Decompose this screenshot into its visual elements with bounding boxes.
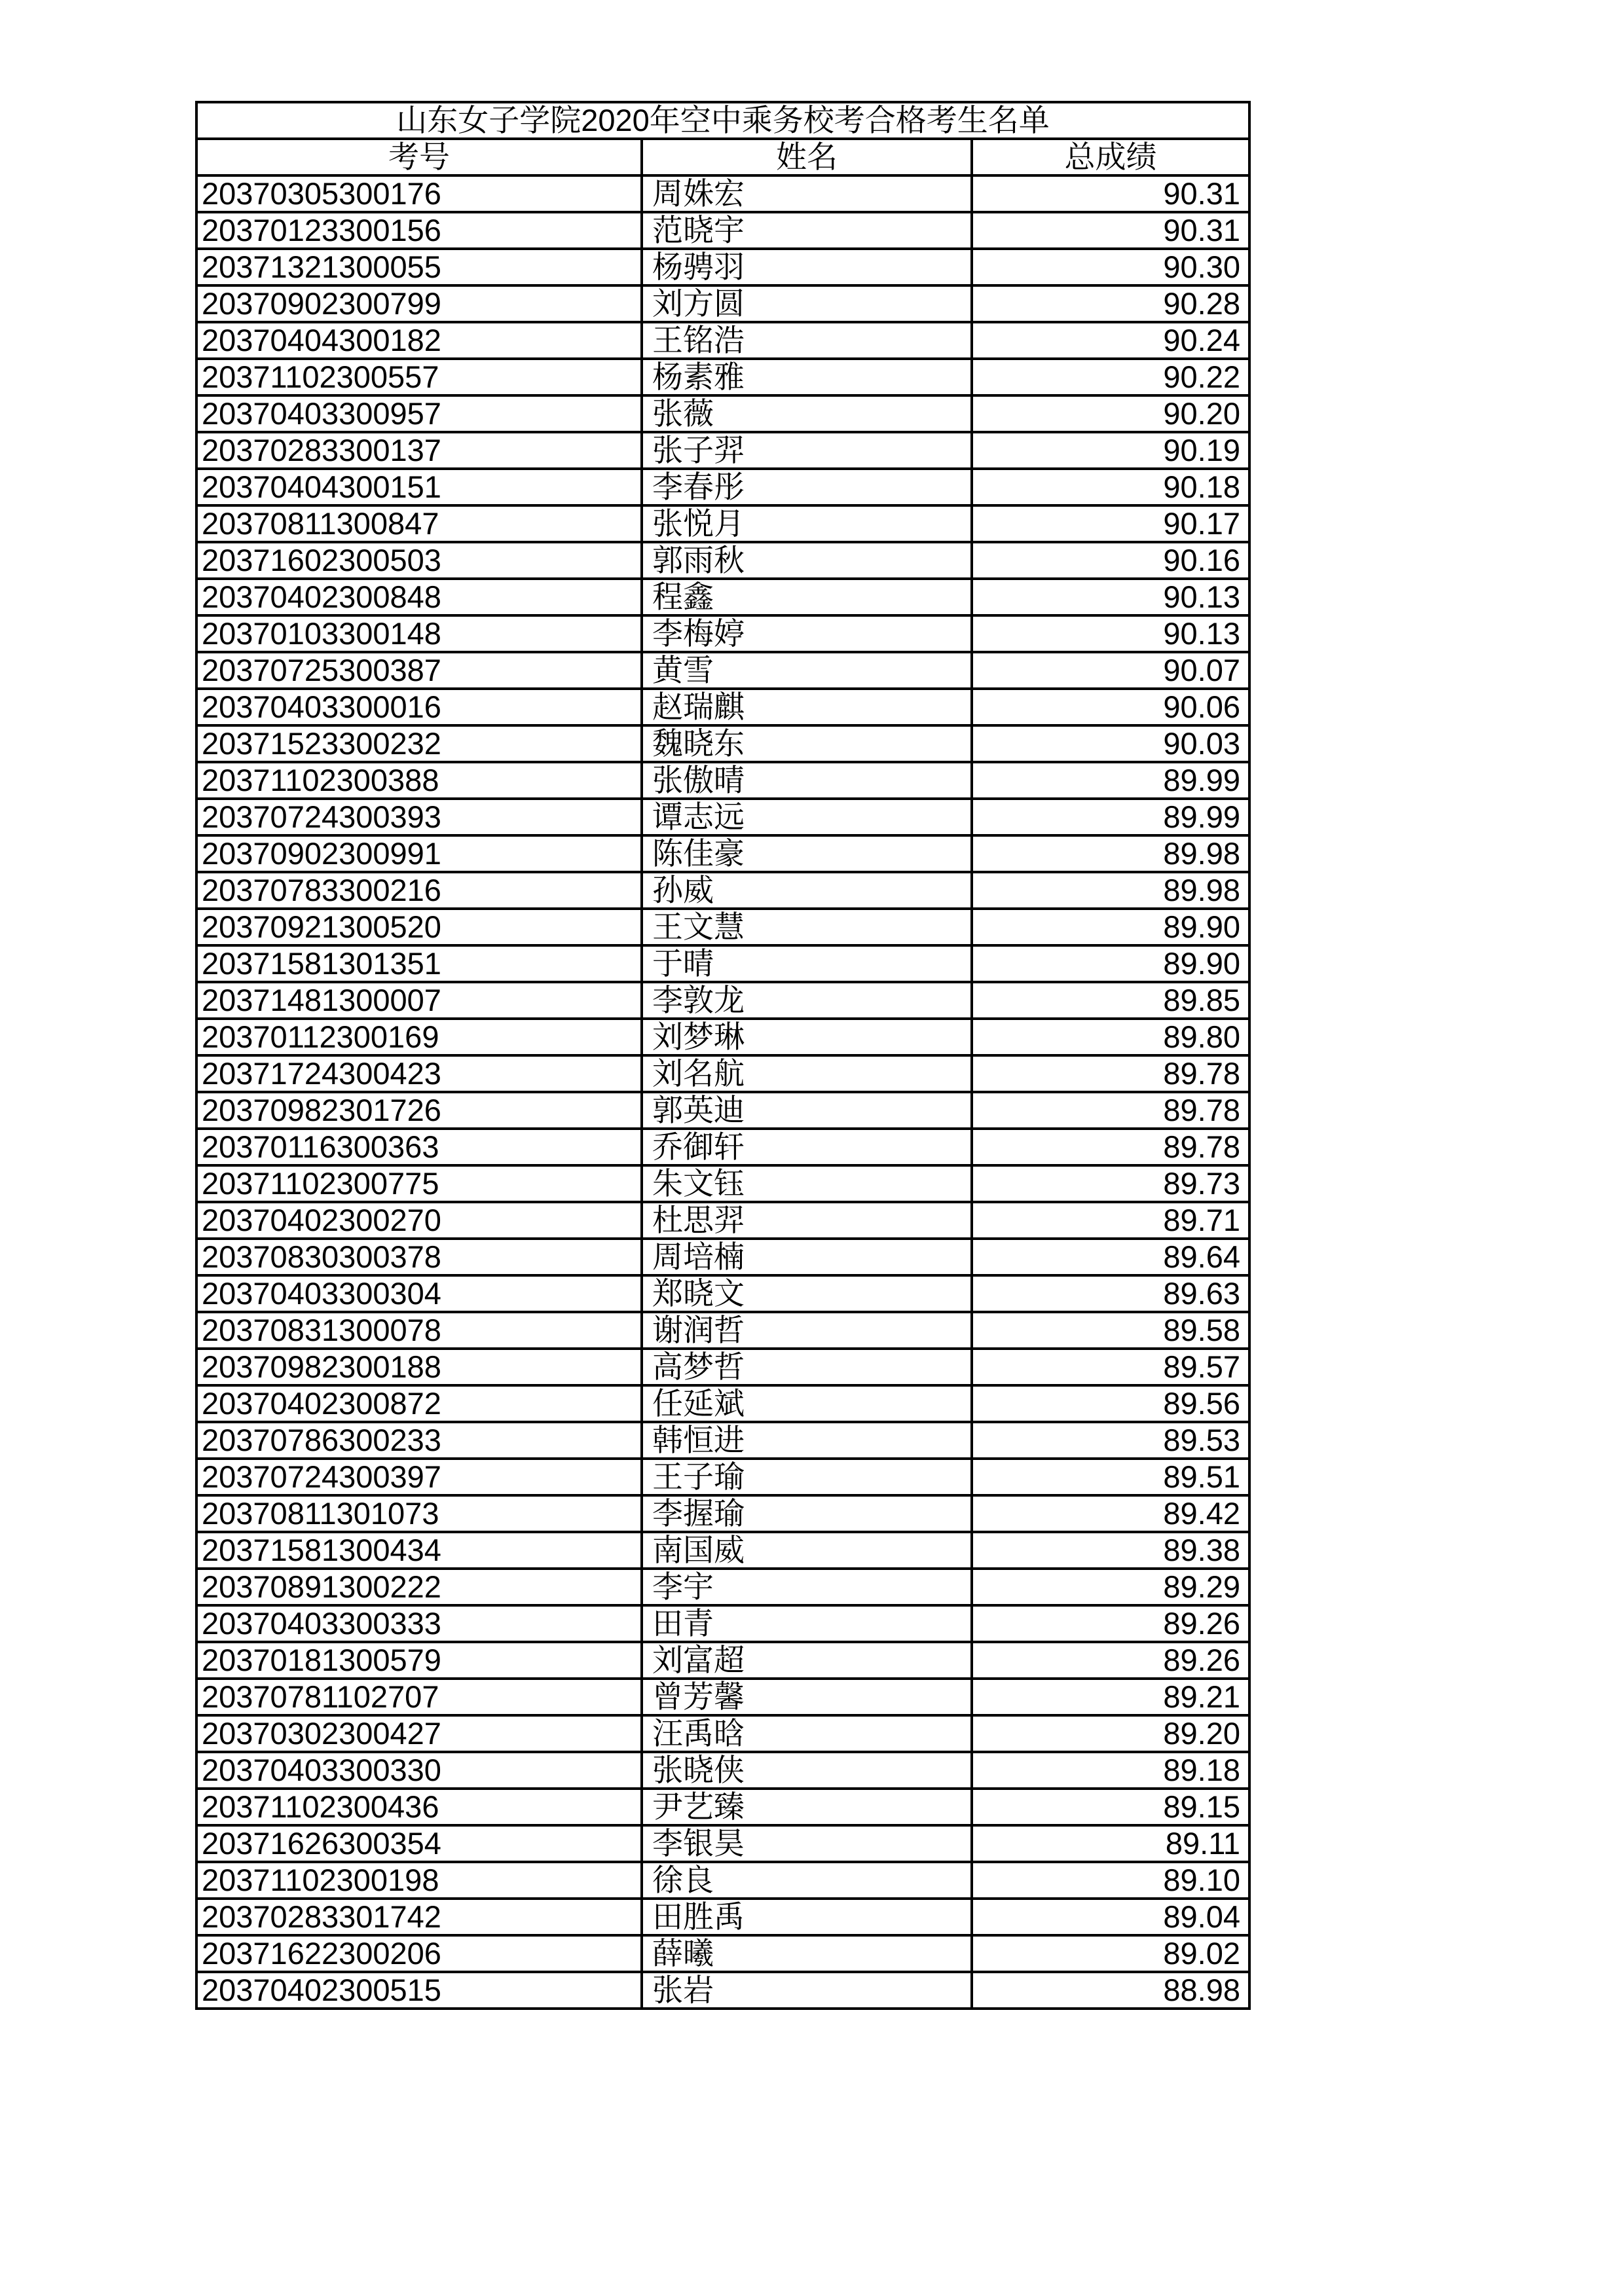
table-row (196, 469, 1249, 505)
cell-total-score: 89.21 (972, 1679, 1249, 1715)
table-row (196, 1239, 1249, 1275)
cell-exam-id: 20370811301073 (196, 1495, 642, 1532)
cell-total-score: 90.07 (972, 652, 1249, 689)
cell-exam-id: 20371321300055 (196, 249, 642, 285)
table-row (196, 1495, 1249, 1532)
cell-exam-id: 20370112300169 (196, 1019, 642, 1055)
cell-exam-id: 20370402300270 (196, 1202, 642, 1239)
cell-exam-id: 20370403300333 (196, 1605, 642, 1642)
cell-total-score: 89.56 (972, 1385, 1249, 1422)
cell-total-score: 89.90 (972, 909, 1249, 945)
table-row (196, 1459, 1249, 1495)
cell-name: 尹艺臻 (642, 1789, 972, 1825)
cell-total-score: 89.58 (972, 1312, 1249, 1349)
cell-exam-id: 20370902300991 (196, 835, 642, 872)
cell-total-score: 90.28 (972, 285, 1249, 322)
cell-total-score: 90.30 (972, 249, 1249, 285)
cell-name: 刘名航 (642, 1055, 972, 1092)
cell-name: 汪禹晗 (642, 1715, 972, 1752)
table-row (196, 1569, 1249, 1605)
table-row (196, 1862, 1249, 1899)
table-row (196, 212, 1249, 249)
table-row (196, 835, 1249, 872)
cell-total-score: 89.63 (972, 1275, 1249, 1312)
cell-total-score: 90.22 (972, 359, 1249, 395)
cell-name: 郭英迪 (642, 1092, 972, 1129)
cell-total-score: 89.29 (972, 1569, 1249, 1605)
table-row (196, 1422, 1249, 1459)
cell-total-score: 90.13 (972, 579, 1249, 615)
table-row (196, 505, 1249, 542)
cell-exam-id: 20370982301726 (196, 1092, 642, 1129)
table-row (196, 872, 1249, 909)
cell-name: 薛曦 (642, 1935, 972, 1972)
cell-total-score: 89.78 (972, 1129, 1249, 1165)
cell-total-score: 89.64 (972, 1239, 1249, 1275)
table-row (196, 1679, 1249, 1715)
table-title-row (196, 102, 1249, 139)
table-row (196, 1825, 1249, 1862)
cell-exam-id: 20370116300363 (196, 1129, 642, 1165)
cell-exam-id: 20371622300206 (196, 1935, 642, 1972)
table-row (196, 395, 1249, 432)
cell-total-score: 90.31 (972, 175, 1249, 212)
table-row (196, 1605, 1249, 1642)
cell-total-score: 89.18 (972, 1752, 1249, 1789)
cell-exam-id: 20371102300198 (196, 1862, 642, 1899)
table-row (196, 1899, 1249, 1935)
cell-name: 张悦月 (642, 505, 972, 542)
cell-exam-id: 20371102300557 (196, 359, 642, 395)
cell-total-score: 89.99 (972, 762, 1249, 799)
table-row (196, 579, 1249, 615)
table-row (196, 615, 1249, 652)
cell-name: 王铭浩 (642, 322, 972, 359)
cell-total-score: 89.20 (972, 1715, 1249, 1752)
cell-total-score: 89.73 (972, 1165, 1249, 1202)
table-row (196, 1972, 1249, 2009)
cell-exam-id: 20370831300078 (196, 1312, 642, 1349)
cell-total-score: 90.18 (972, 469, 1249, 505)
cell-total-score: 89.85 (972, 982, 1249, 1019)
cell-exam-id: 20371626300354 (196, 1825, 642, 1862)
cell-exam-id: 20371102300436 (196, 1789, 642, 1825)
cell-exam-id: 20371602300503 (196, 542, 642, 579)
candidate-list-table (195, 101, 1251, 2010)
cell-name: 李宇 (642, 1569, 972, 1605)
cell-exam-id: 20370811300847 (196, 505, 642, 542)
cell-name: 李梅婷 (642, 615, 972, 652)
table-row (196, 689, 1249, 725)
cell-name: 程鑫 (642, 579, 972, 615)
cell-total-score: 89.11 (972, 1825, 1249, 1862)
cell-exam-id: 20370725300387 (196, 652, 642, 689)
cell-total-score: 89.53 (972, 1422, 1249, 1459)
table-row (196, 762, 1249, 799)
cell-name: 郭雨秋 (642, 542, 972, 579)
cell-total-score: 90.03 (972, 725, 1249, 762)
cell-name: 刘梦琳 (642, 1019, 972, 1055)
table-header-row (196, 139, 1249, 175)
table-row (196, 1129, 1249, 1165)
cell-exam-id: 20370786300233 (196, 1422, 642, 1459)
table-row (196, 432, 1249, 469)
cell-exam-id: 20370781102707 (196, 1679, 642, 1715)
cell-name: 南国威 (642, 1532, 972, 1569)
cell-exam-id: 20370404300182 (196, 322, 642, 359)
cell-exam-id: 20370724300397 (196, 1459, 642, 1495)
cell-name: 王文慧 (642, 909, 972, 945)
cell-exam-id: 20370921300520 (196, 909, 642, 945)
cell-name: 杜思羿 (642, 1202, 972, 1239)
table-row (196, 1202, 1249, 1239)
table-row (196, 1312, 1249, 1349)
cell-total-score: 90.24 (972, 322, 1249, 359)
cell-exam-id: 20371102300775 (196, 1165, 642, 1202)
cell-exam-id: 20370891300222 (196, 1569, 642, 1605)
cell-total-score: 90.16 (972, 542, 1249, 579)
cell-name: 张傲晴 (642, 762, 972, 799)
cell-exam-id: 20370404300151 (196, 469, 642, 505)
cell-total-score: 90.31 (972, 212, 1249, 249)
cell-exam-id: 20371481300007 (196, 982, 642, 1019)
cell-exam-id: 20370103300148 (196, 615, 642, 652)
cell-total-score: 89.02 (972, 1935, 1249, 1972)
cell-exam-id: 20370283301742 (196, 1899, 642, 1935)
cell-name: 刘方圆 (642, 285, 972, 322)
cell-exam-id: 20370830300378 (196, 1239, 642, 1275)
cell-name: 张薇 (642, 395, 972, 432)
cell-total-score: 90.17 (972, 505, 1249, 542)
cell-name: 张晓侠 (642, 1752, 972, 1789)
table-row (196, 1385, 1249, 1422)
cell-exam-id: 20371581300434 (196, 1532, 642, 1569)
cell-name: 杨素雅 (642, 359, 972, 395)
table-row (196, 1642, 1249, 1679)
cell-name: 田胜禹 (642, 1899, 972, 1935)
cell-name: 张岩 (642, 1972, 972, 2009)
cell-name: 任延斌 (642, 1385, 972, 1422)
cell-name: 刘富超 (642, 1642, 972, 1679)
cell-total-score: 89.98 (972, 835, 1249, 872)
cell-name: 谭志远 (642, 799, 972, 835)
cell-exam-id: 20370402300515 (196, 1972, 642, 2009)
table-row (196, 1715, 1249, 1752)
table-row (196, 1532, 1249, 1569)
table-title: 山东女子学院2020年空中乘务校考合格考生名单 (196, 102, 1249, 139)
cell-name: 曾芳馨 (642, 1679, 972, 1715)
cell-name: 高梦哲 (642, 1349, 972, 1385)
cell-name: 张子羿 (642, 432, 972, 469)
cell-exam-id: 20371523300232 (196, 725, 642, 762)
cell-total-score: 89.90 (972, 945, 1249, 982)
cell-total-score: 90.13 (972, 615, 1249, 652)
cell-total-score: 90.19 (972, 432, 1249, 469)
cell-total-score: 89.78 (972, 1092, 1249, 1129)
cell-total-score: 88.98 (972, 1972, 1249, 2009)
cell-name: 郑晓文 (642, 1275, 972, 1312)
table-row (196, 1349, 1249, 1385)
cell-exam-id: 20370783300216 (196, 872, 642, 909)
cell-exam-id: 20371724300423 (196, 1055, 642, 1092)
cell-exam-id: 20370982300188 (196, 1349, 642, 1385)
column-header-id: 考号 (196, 139, 642, 175)
cell-name: 赵瑞麒 (642, 689, 972, 725)
table-row (196, 1019, 1249, 1055)
cell-exam-id: 20370181300579 (196, 1642, 642, 1679)
table-row (196, 249, 1249, 285)
cell-name: 王子瑜 (642, 1459, 972, 1495)
cell-name: 朱文钰 (642, 1165, 972, 1202)
cell-name: 李敦龙 (642, 982, 972, 1019)
cell-exam-id: 20370402300848 (196, 579, 642, 615)
cell-name: 孙威 (642, 872, 972, 909)
cell-exam-id: 20370283300137 (196, 432, 642, 469)
cell-total-score: 89.10 (972, 1862, 1249, 1899)
cell-name: 韩恒进 (642, 1422, 972, 1459)
cell-exam-id: 20371102300388 (196, 762, 642, 799)
cell-name: 杨骋羽 (642, 249, 972, 285)
cell-total-score: 90.06 (972, 689, 1249, 725)
column-header-score: 总成绩 (972, 139, 1249, 175)
column-header-name: 姓名 (642, 139, 972, 175)
table-row (196, 1935, 1249, 1972)
cell-total-score: 89.26 (972, 1642, 1249, 1679)
cell-exam-id: 20370123300156 (196, 212, 642, 249)
table-row (196, 542, 1249, 579)
table-row (196, 359, 1249, 395)
cell-total-score: 89.42 (972, 1495, 1249, 1532)
cell-name: 徐良 (642, 1862, 972, 1899)
cell-total-score: 89.38 (972, 1532, 1249, 1569)
table-row (196, 1165, 1249, 1202)
cell-name: 魏晓东 (642, 725, 972, 762)
table-row (196, 1055, 1249, 1092)
cell-exam-id: 20370403300016 (196, 689, 642, 725)
cell-exam-id: 20371581301351 (196, 945, 642, 982)
table-row (196, 725, 1249, 762)
cell-exam-id: 20370302300427 (196, 1715, 642, 1752)
cell-total-score: 89.98 (972, 872, 1249, 909)
cell-name: 于晴 (642, 945, 972, 982)
table-row (196, 799, 1249, 835)
table-row (196, 285, 1249, 322)
cell-total-score: 89.04 (972, 1899, 1249, 1935)
cell-name: 陈佳豪 (642, 835, 972, 872)
cell-total-score: 89.51 (972, 1459, 1249, 1495)
table-row (196, 1789, 1249, 1825)
cell-exam-id: 20370403300957 (196, 395, 642, 432)
cell-exam-id: 20370403300304 (196, 1275, 642, 1312)
table-row (196, 1752, 1249, 1789)
cell-name: 周培楠 (642, 1239, 972, 1275)
cell-total-score: 89.78 (972, 1055, 1249, 1092)
cell-name: 乔御轩 (642, 1129, 972, 1165)
cell-name: 李握瑜 (642, 1495, 972, 1532)
cell-total-score: 89.57 (972, 1349, 1249, 1385)
table-row (196, 652, 1249, 689)
cell-total-score: 89.80 (972, 1019, 1249, 1055)
cell-total-score: 89.99 (972, 799, 1249, 835)
cell-total-score: 89.71 (972, 1202, 1249, 1239)
table-row (196, 945, 1249, 982)
cell-name: 谢润哲 (642, 1312, 972, 1349)
table-row (196, 1275, 1249, 1312)
cell-name: 范晓宇 (642, 212, 972, 249)
cell-exam-id: 20370902300799 (196, 285, 642, 322)
cell-exam-id: 20370305300176 (196, 175, 642, 212)
cell-total-score: 89.26 (972, 1605, 1249, 1642)
cell-exam-id: 20370724300393 (196, 799, 642, 835)
cell-total-score: 90.20 (972, 395, 1249, 432)
cell-name: 黄雪 (642, 652, 972, 689)
table-row (196, 175, 1249, 212)
cell-name: 周姝宏 (642, 175, 972, 212)
cell-total-score: 89.15 (972, 1789, 1249, 1825)
cell-name: 李春彤 (642, 469, 972, 505)
table-row (196, 322, 1249, 359)
table-row (196, 982, 1249, 1019)
cell-exam-id: 20370402300872 (196, 1385, 642, 1422)
cell-name: 李银昊 (642, 1825, 972, 1862)
table-row (196, 909, 1249, 945)
cell-exam-id: 20370403300330 (196, 1752, 642, 1789)
table-row (196, 1092, 1249, 1129)
cell-name: 田青 (642, 1605, 972, 1642)
